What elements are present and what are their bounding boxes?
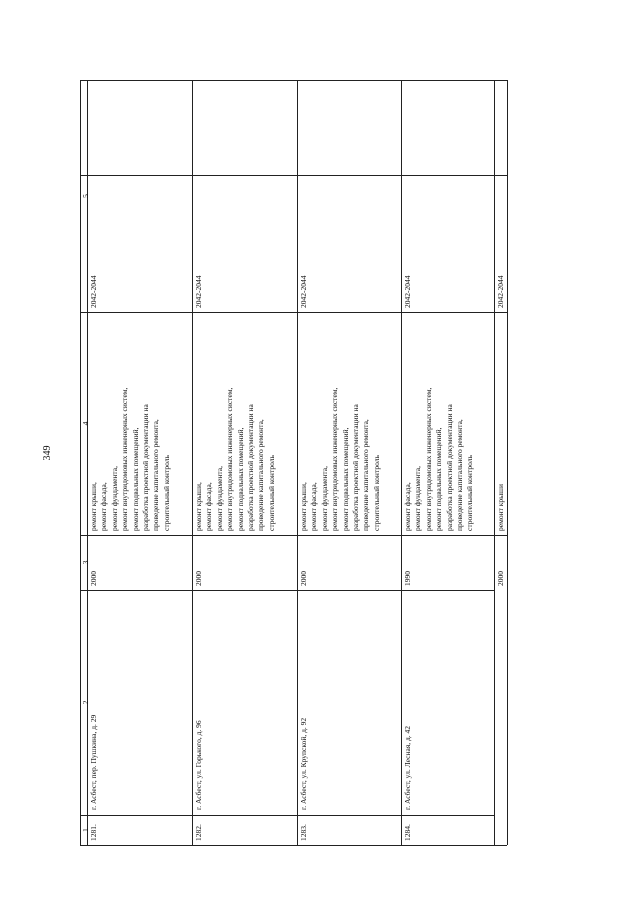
header-col-2: 2 <box>80 700 90 705</box>
work-line: ремонт крыши, <box>88 482 98 531</box>
address-cell: г. Асбест, ул. Лесная, д. 42 <box>402 725 412 810</box>
table-vline-4 <box>401 80 402 845</box>
table-col-boundary-1 <box>80 590 494 591</box>
work-line: ремонт подвальных помещений, <box>235 427 245 531</box>
address-cell: г. Асбест, пер. Пушкина, д. 29 <box>88 714 98 810</box>
year-cell: 2000 <box>88 571 98 586</box>
year-cell: 2000 <box>193 571 203 586</box>
header-col-1: 1 <box>80 828 90 832</box>
row-number: 1284. <box>402 824 412 841</box>
work-line: ремонт фундамента, <box>412 466 422 531</box>
header-col-5: 5 <box>80 194 90 198</box>
page-number: 349 <box>42 445 53 461</box>
work-line: проведение капитального ремонта, <box>150 419 160 531</box>
year-cell: 2000 <box>298 571 308 586</box>
table-vline-3 <box>297 80 298 845</box>
table-vline-6 <box>507 80 508 845</box>
sub-period-cell: 2042-2044 <box>495 275 505 308</box>
address-cell: г. Асбест, ул. Крупской, д. 92 <box>298 717 308 810</box>
period-cell: 2042-2044 <box>402 275 412 308</box>
work-line: ремонт подвальных помещений, <box>340 427 350 531</box>
table-vline-2 <box>192 80 193 845</box>
row-number: 1282. <box>193 824 203 841</box>
address-cell: г. Асбест, ул. Горького, д. 96 <box>193 720 203 810</box>
work-line: разработка проектной документации на <box>444 404 454 531</box>
work-line: ремонт фундамента, <box>109 466 119 531</box>
work-line: строительный контроль <box>266 455 276 531</box>
work-line: ремонт внутридомовых инженерных систем, <box>224 387 234 531</box>
works-cell <box>194 316 277 531</box>
work-line: проведение капитального ремонта, <box>255 419 265 531</box>
work-line: разработка проектной документации на <box>245 404 255 531</box>
work-line: ремонт подвальных помещений, <box>433 427 443 531</box>
period-cell: 2042-2044 <box>88 275 98 308</box>
row-number: 1281. <box>88 824 98 841</box>
table-vline-5 <box>494 80 495 845</box>
header-col-3: 3 <box>80 560 90 565</box>
work-line: ремонт фасада, <box>308 482 318 531</box>
work-line: разработка проектной документации на <box>140 404 150 531</box>
period-cell: 2042-2044 <box>193 275 203 308</box>
work-line: строительный контроль <box>464 455 474 531</box>
sub-year-cell: 2000 <box>495 571 505 586</box>
work-line: строительный контроль <box>371 455 381 531</box>
table-col-boundary-0 <box>80 815 494 816</box>
table-col-boundary-4 <box>80 175 507 176</box>
work-line: ремонт крыши, <box>193 482 203 531</box>
header-col-4: 4 <box>80 421 90 426</box>
work-line: ремонт фасада, <box>98 482 108 531</box>
work-line: ремонт внутридомовых инженерных систем, <box>423 387 433 531</box>
table-col-boundary-2 <box>80 535 507 536</box>
table-hline-6 <box>80 80 507 81</box>
work-line: ремонт фундамента, <box>319 466 329 531</box>
work-line: ремонт внутридомовых инженерных систем, <box>119 387 129 531</box>
work-line: ремонт внутридомовых инженерных систем, <box>329 387 339 531</box>
work-line: ремонт фасада, <box>402 482 412 531</box>
work-line: проведение капитального ремонта, <box>360 419 370 531</box>
work-line: ремонт фундамента, <box>214 466 224 531</box>
works-cell <box>89 316 172 531</box>
work-line: ремонт крыши <box>495 484 505 531</box>
work-line: строительный контроль <box>161 455 171 531</box>
year-cell: 1990 <box>402 571 412 586</box>
period-cell: 2042-2044 <box>298 275 308 308</box>
works-cell <box>403 316 476 531</box>
table-col-boundary-3 <box>80 312 507 313</box>
row-number: 1283. <box>298 824 308 841</box>
work-line: ремонт подвальных помещений, <box>130 427 140 531</box>
table-hline-0 <box>80 845 507 846</box>
sub-works-cell <box>496 316 506 531</box>
works-cell <box>299 316 382 531</box>
work-line: проведение капитального ремонта, <box>454 419 464 531</box>
work-line: разработка проектной документации на <box>350 404 360 531</box>
work-line: ремонт фасада, <box>203 482 213 531</box>
work-line: ремонт крыши, <box>298 482 308 531</box>
